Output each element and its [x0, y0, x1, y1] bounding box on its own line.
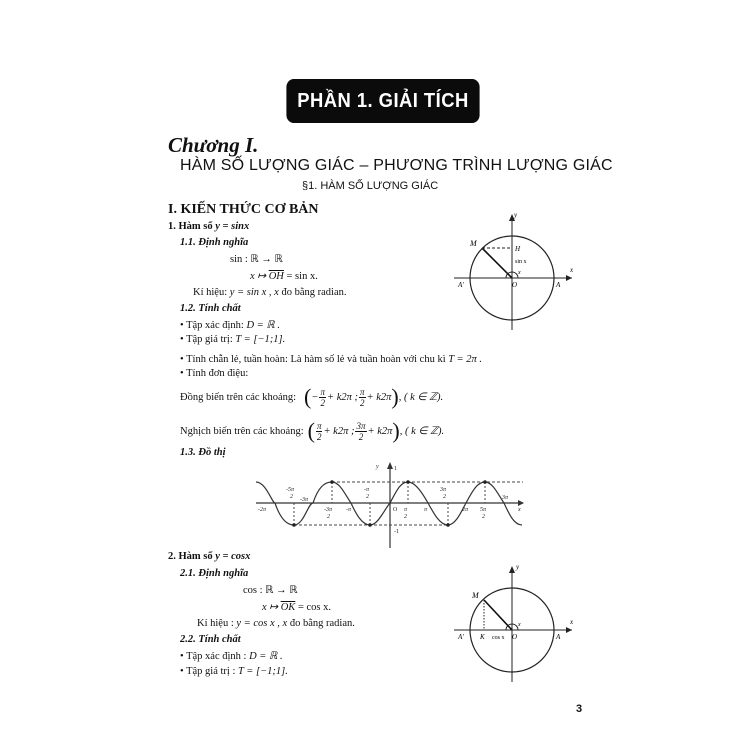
- sine-graph: [248, 458, 528, 550]
- x-arrow-icon: [566, 627, 572, 633]
- label-angle: x: [518, 270, 521, 276]
- label-cosx: cos x: [492, 635, 505, 641]
- cos-def-eq: = cos x.: [295, 602, 331, 613]
- sin-domain-value: D = ℝ .: [246, 320, 280, 331]
- svg-text:2: 2: [482, 514, 485, 520]
- sin-notation-tail: đo bằng radian.: [278, 287, 347, 298]
- cos-def-x: x ↦: [262, 602, 281, 613]
- graph-y-label: y: [376, 464, 379, 470]
- banner-title: PHẦN 1. GIẢI TÍCH: [297, 89, 469, 112]
- label-x: x: [570, 618, 574, 626]
- sin-def-line2: [250, 270, 318, 282]
- cos-props-heading: 2.2. Tính chất: [180, 634, 241, 645]
- cos-notation-math: y = cos x , x: [236, 618, 288, 629]
- sin-vector-oh: $\overline{OH}$: [268, 271, 284, 282]
- x-arrow-icon: [566, 275, 572, 281]
- dec-label: Nghịch biến trên các khoảng:: [180, 425, 304, 437]
- svg-text:-3π: -3π: [324, 507, 333, 513]
- svg-text:-3π: -3π: [300, 497, 309, 503]
- cos-title: [168, 551, 250, 562]
- cos-range-value: T = [−1;1].: [238, 666, 288, 677]
- page-number: 3: [576, 703, 583, 715]
- tick-pi: π: [424, 507, 428, 513]
- label-A-prime: A': [458, 281, 464, 289]
- frac-pi-2: $\frac{\pi}{2}$: [360, 386, 365, 408]
- part-banner: [286, 79, 479, 123]
- cos-notation: [197, 618, 355, 629]
- sin-parity: [180, 354, 482, 365]
- sin-domain: [180, 319, 280, 331]
- label-y: y: [514, 211, 518, 219]
- inc-label: Đồng biến trên các khoảng:: [180, 391, 297, 403]
- sin-def-heading: 1.1. Định nghĩa: [180, 237, 249, 248]
- k-set: , ( k ∈ ℤ).: [399, 426, 445, 437]
- k-set: , ( k ∈ ℤ).: [398, 392, 444, 403]
- label-K: K: [480, 633, 485, 641]
- label-sinx: sin x: [515, 259, 527, 265]
- label-O: O: [512, 633, 518, 641]
- cos-vector-ok: $\overline{OK}$: [280, 602, 296, 613]
- sin-range-label: • Tập giá trị:: [180, 334, 236, 345]
- label-angle: x: [518, 622, 521, 628]
- paren-close: ): [391, 384, 399, 409]
- graph-x-label: x: [518, 507, 521, 513]
- svg-text:2: 2: [327, 514, 330, 520]
- y-arrow-icon: [387, 462, 393, 469]
- cos-def-heading: 2.1. Định nghĩa: [180, 568, 249, 579]
- sin-monotonic: • Tính đơn điệu:: [180, 368, 249, 379]
- cos-def-line1: cos : ℝ → ℝ: [243, 585, 298, 596]
- label-A-prime: A': [458, 633, 464, 641]
- svg-text:2: 2: [404, 514, 407, 520]
- cos-domain-label: • Tập xác định :: [180, 651, 250, 662]
- label-M: M: [472, 591, 479, 600]
- cos-func: y = cosx: [215, 551, 251, 562]
- sin-def-line1: sin : ℝ → ℝ: [230, 254, 283, 265]
- paren-open: (: [304, 384, 312, 409]
- x-arrow-icon: [518, 500, 524, 506]
- label-O: O: [512, 281, 518, 289]
- tick-2pi: 2π: [462, 507, 469, 513]
- svg-text:-5π: -5π: [286, 487, 295, 493]
- sin-notation-math: y = sin x , x: [229, 287, 279, 298]
- sin-increasing: Đồng biến trên các khoảng: ( − $\frac{\pi}{2}$ + k2π ; $\frac{\pi}{2}$ + k2π ) , ( k ∈ ℤ).: [180, 384, 444, 409]
- sin-props-heading: 1.2. Tính chất: [180, 303, 241, 314]
- sin-parity-text: • Tính chẵn lẻ, tuần hoàn: Là hàm số lẻ và tuần hoàn với chu kì: [180, 354, 449, 365]
- cos-notation-label: Kí hiệu :: [197, 618, 237, 629]
- svg-text:5π: 5π: [480, 507, 487, 513]
- sin-period: T = 2π .: [448, 354, 483, 365]
- graph-minus-one: -1: [394, 529, 399, 535]
- label-y: y: [516, 563, 520, 571]
- graph-origin: O: [393, 507, 398, 513]
- cos-notation-tail: đo bằng radian.: [287, 618, 355, 629]
- y-arrow-icon: [509, 566, 515, 573]
- cos-range: [180, 666, 288, 677]
- cos-range-label: • Tập giá trị :: [180, 666, 239, 677]
- sin-func: y = sinx: [215, 221, 250, 232]
- svg-text:π: π: [404, 507, 408, 513]
- sin-def-x: x ↦: [250, 271, 269, 282]
- graph-one: 1: [394, 466, 397, 472]
- heading-basic-knowledge: I. KIẾN THỨC CƠ BẢN: [168, 202, 319, 217]
- cos-domain: [180, 650, 283, 662]
- tick-3pi: 3π: [502, 495, 509, 501]
- tick-neg-2pi: -2π: [258, 507, 267, 513]
- sin-range-value: T = [−1;1].: [235, 334, 286, 345]
- sin-title: [168, 221, 249, 232]
- cos-def-line2: [262, 601, 331, 613]
- svg-text:2: 2: [366, 494, 369, 500]
- unit-circle-cos-diagram: [448, 560, 578, 690]
- svg-text:2: 2: [443, 494, 446, 500]
- svg-text:3π: 3π: [440, 487, 447, 493]
- frac-3pi-2: $\frac{3\pi}{2}$: [356, 420, 366, 442]
- svg-text:-π: -π: [364, 487, 370, 493]
- cos-domain-value: D = ℝ .: [249, 651, 283, 662]
- sin-title-text: 1. Hàm số: [168, 221, 213, 232]
- label-H: H: [515, 245, 521, 253]
- paren-open: (: [307, 418, 315, 443]
- sin-decreasing: Nghịch biến trên các khoảng: ( $\frac{\pi}{2}$ + k2π ; $\frac{3\pi}{2}$ + k2π ) , ( k ∈ ℤ).: [180, 418, 445, 443]
- svg-text:2: 2: [290, 494, 293, 500]
- sin-graph-heading: 1.3. Đồ thị: [180, 447, 226, 458]
- cos-title-text: 2. Hàm số: [168, 551, 213, 562]
- label-M: M: [470, 239, 477, 248]
- sin-def-eq: = sin x.: [283, 271, 318, 282]
- label-A: A: [556, 281, 561, 289]
- section-title: §1. HÀM SỐ LƯỢNG GIÁC: [302, 180, 439, 192]
- frac-pi-2: $\frac{\pi}{2}$: [316, 420, 322, 442]
- label-x: x: [570, 266, 574, 274]
- tick-neg-pi: -π: [346, 507, 352, 513]
- unit-circle-sin-diagram: [448, 208, 578, 338]
- label-A: A: [556, 633, 561, 641]
- sin-notation-label: Kí hiệu:: [193, 287, 230, 298]
- paren-close: ): [392, 418, 400, 443]
- sin-domain-label: • Tập xác định:: [180, 320, 247, 331]
- chapter-label: Chương I.: [168, 133, 259, 157]
- chapter-title: HÀM SỐ LƯỢNG GIÁC – PHƯƠNG TRÌNH LƯỢNG GIÁC: [180, 157, 613, 174]
- sin-range: [180, 334, 285, 345]
- sin-notation: [193, 287, 346, 298]
- frac-pi-2: $\frac{\pi}{2}$: [320, 386, 325, 408]
